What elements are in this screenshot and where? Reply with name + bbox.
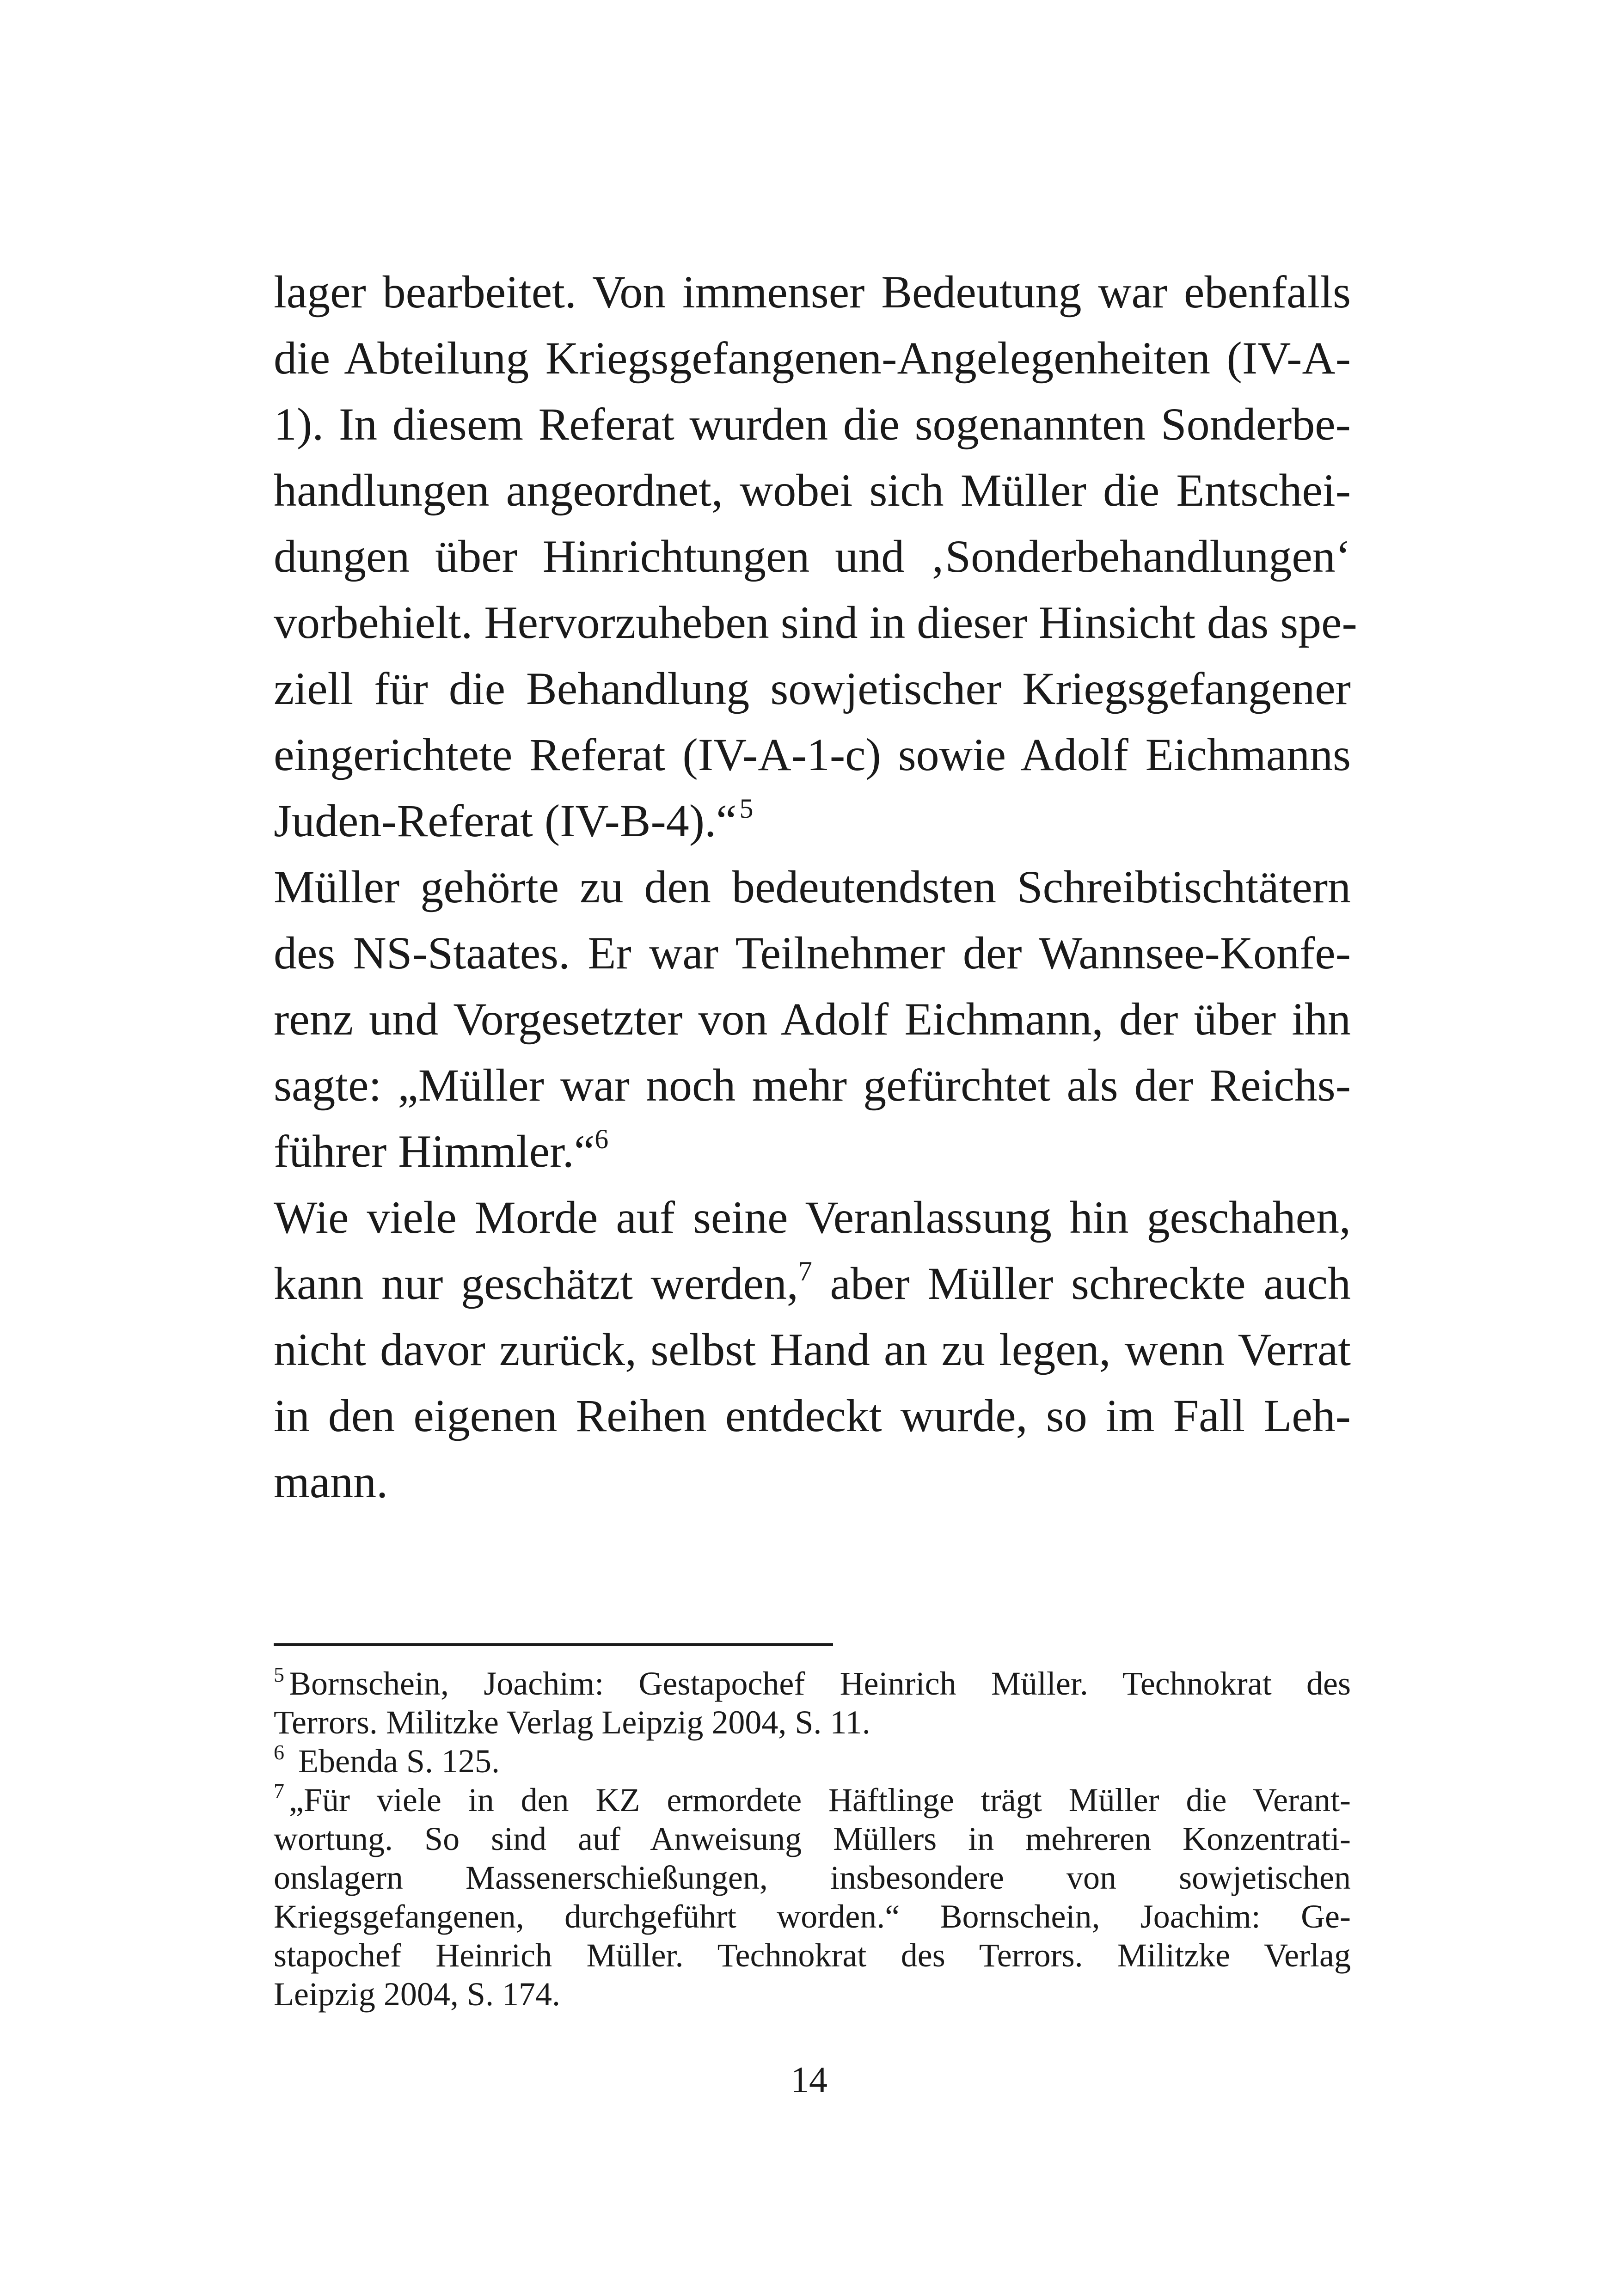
- text-line: [274, 788, 1351, 854]
- text-segment: Juden-Referat (IV-B-4).“: [274, 795, 737, 846]
- footnote-text-line: Terrors. Militzke Verlag Leipzig 2004, S. 11.: [274, 1704, 870, 1741]
- text-segment: führer Himmler.“: [274, 1126, 595, 1177]
- text-line: Müller gehörte zu den bedeutendsten Schreibtischtätern: [274, 861, 1351, 912]
- footnote-number: 5: [274, 1663, 284, 1686]
- text-line: vorbehielt. Hervorzuheben sind in dieser Hinsicht das spe-: [274, 597, 1357, 648]
- text-line: 1). In diesem Referat wurden die sogenannten Sonderbe-: [274, 398, 1351, 450]
- main-text: [274, 259, 1357, 1515]
- footnotes: [274, 1664, 1351, 2014]
- text-line: eingerichtete Referat (IV-A-1-c) sowie Adolf Eichmanns: [274, 729, 1351, 780]
- page-number: 14: [791, 2060, 827, 2100]
- text-line: nicht davor zurück, selbst Hand an zu legen, wenn Verrat: [274, 1324, 1351, 1375]
- footnote-number: 7: [274, 1779, 284, 1803]
- text-segment: aber Müller schreckte auch: [812, 1258, 1351, 1309]
- text-line: [274, 1250, 1351, 1316]
- footnote-text-line: Kriegsgefangenen, durchgeführt worden.“ Bornschein, Joachim: Ge-: [274, 1898, 1351, 1935]
- text-line: ziell für die Behandlung sowjetischer Kriegsgefangener: [274, 663, 1351, 714]
- text-line: Wie viele Morde auf seine Veranlassung hin geschahen,: [274, 1192, 1351, 1243]
- text-segment: kann nur geschätzt werden,: [274, 1258, 798, 1309]
- text-line: mann.: [274, 1456, 388, 1507]
- footnote-text-line: onslagern Massenerschießungen, insbesondere von sowjetischen: [274, 1859, 1351, 1896]
- text-line: lager bearbeitet. Von immenser Bedeutung war ebenfalls: [274, 266, 1351, 318]
- footnote-text: Bornschein, Joachim: Gestapochef Heinrich Müller. Technokrat des: [289, 1665, 1351, 1702]
- footnote-text: Ebenda S. 125.: [298, 1743, 500, 1780]
- footnote-separator: [274, 1643, 833, 1646]
- text-line: die Abteilung Kriegsgefangenen-Angelegenheiten (IV-A-: [274, 332, 1351, 384]
- footnote-ref-5: 5: [739, 793, 754, 824]
- footnote-ref-7: 7: [798, 1256, 812, 1286]
- footnote-text-line: stapochef Heinrich Müller. Technokrat des Terrors. Militzke Verlag: [274, 1937, 1351, 1974]
- text-line: renz und Vorgesetzter von Adolf Eichmann, der über ihn: [274, 993, 1351, 1045]
- text-line: des NS-Staates. Er war Teilnehmer der Wannsee-Konfe-: [274, 927, 1351, 979]
- text-line: handlungen angeordnet, wobei sich Müller die Entschei-: [274, 465, 1351, 516]
- footnote-ref-6: 6: [594, 1124, 609, 1154]
- text-line: dungen über Hinrichtungen und ‚Sonderbehandlungen‘: [274, 531, 1351, 582]
- footnote-text-line: Leipzig 2004, S. 174.: [274, 1976, 560, 2013]
- text-line: [274, 1118, 1351, 1184]
- footnote-number: 6: [274, 1740, 284, 1764]
- footnote-text: „Für viele in den KZ ermordete Häftlinge trägt Müller die Verant-: [289, 1782, 1351, 1818]
- footnote-text-line: wortung. So sind auf Anweisung Müllers in mehreren Konzentrati-: [274, 1820, 1351, 1857]
- text-line: sagte: „Müller war noch mehr gefürchtet als der Reichs-: [274, 1059, 1351, 1111]
- footnote-7: [274, 1781, 1351, 1819]
- text-line: in den eigenen Reihen entdeckt wurde, so im Fall Leh-: [274, 1390, 1351, 1441]
- footnote-5: [274, 1664, 1351, 1703]
- footnote-6: [274, 1742, 1351, 1781]
